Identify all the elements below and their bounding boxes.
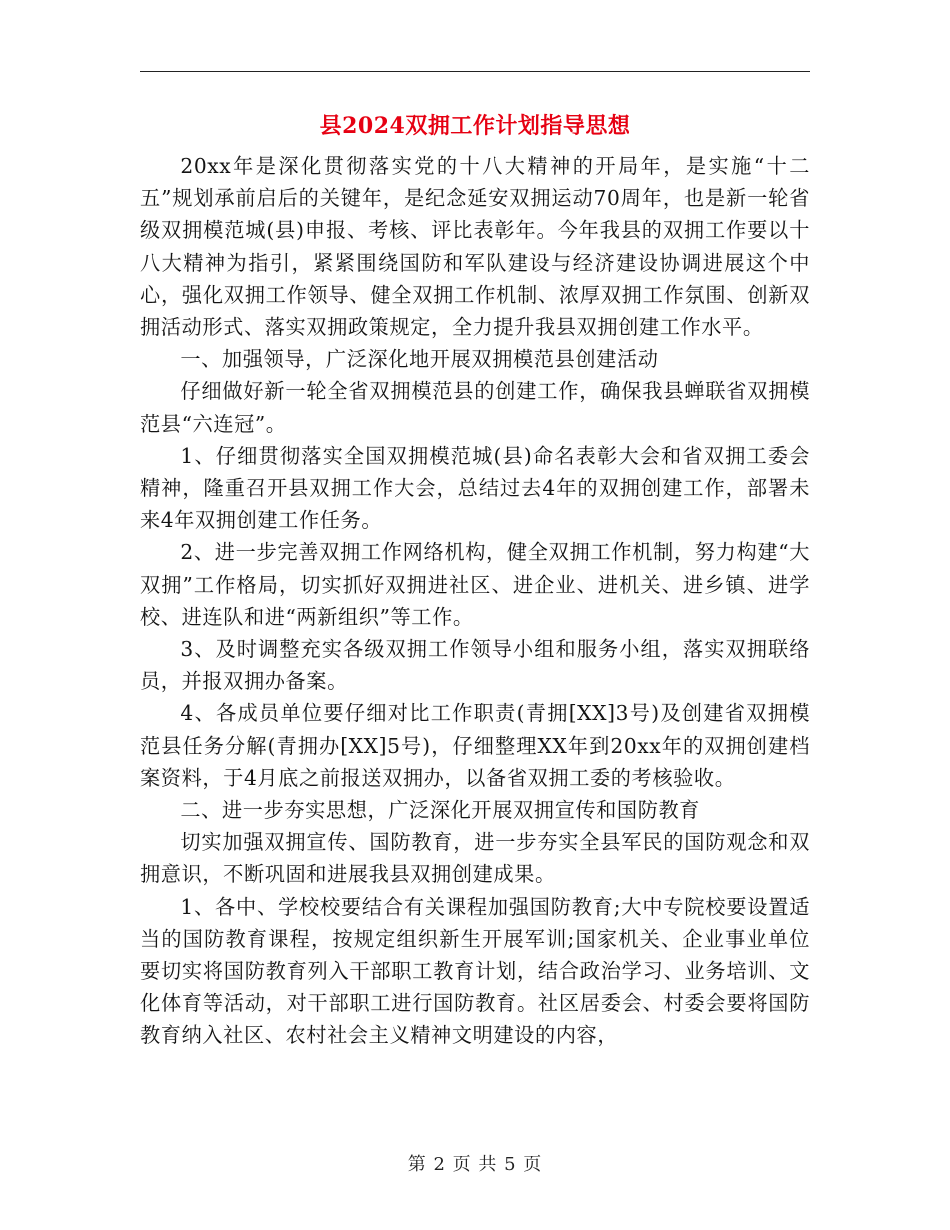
document-body [140, 150, 810, 1052]
list-item: 1、仔细贯彻落实全国双拥模范城(县)命名表彰大会和省双拥工委会精神，隆重召开县双拥工作大会，总结过去4年的双拥创建工作，部署未来4年双拥创建工作任务。 [140, 443, 810, 533]
section-heading-2: 二、进一步夯实思想，广泛深化开展双拥宣传和国防教育 [180, 798, 701, 823]
document-title: 县2024双拥工作计划指导思想 [319, 113, 631, 139]
list-item: 4、各成员单位要仔细对比工作职责(青拥[XX]3号)及创建省双拥模范县任务分解(青拥办[XX]5号)，仔细整理XX年到20xx年的双拥创建档案资料，于4月底之前报送双拥办，以备省双拥工委的考核验收。 [140, 701, 810, 790]
paragraph-section-1-intro: 仔细做好新一轮全省双拥模范县的创建工作，确保我县蝉联省双拥模范县“六连冠”。 [140, 379, 810, 436]
page-number: 第 2 页 共 5 页 [407, 1154, 543, 1175]
paragraph-section-2-intro: 切实加强双拥宣传、国防教育，进一步夯实全县军民的国防观念和双拥意识，不断巩固和进展我县双拥创建成果。 [140, 830, 810, 887]
section-heading-1: 一、加强领导，广泛深化地开展双拥模范县创建活动 [180, 347, 659, 372]
paragraph-intro: 20xx年是深化贯彻落实党的十八大精神的开局年，是实施“十二五”规划承前启后的关键年，是纪念延安双拥运动70周年，也是新一轮省级双拥模范城(县)申报、考核、评比表彰年。今年我县的双拥工作要以十八大精神为指引，紧紧围绕国防和军队建设与经济建设协调进展这个中心，强化双拥工作领导、健全双拥工作机制、浓厚双拥工作氛围、创新双拥活动形式、落实双拥政策规定，全力提升我县双拥创建工作水平。 [140, 154, 810, 340]
list-item: 1、各中、学校校要结合有关课程加强国防教育;大中专院校要设置适当的国防教育课程，按规定组织新生开展军训;国家机关、企业事业单位要切实将国防教育列入干部职工教育计划，结合政治学习、业务培训、文化体育等活动，对干部职工进行国防教育。社区居委会、村委会要将国防教育纳入社区、农村社会主义精神文明建设的内容， [140, 894, 810, 1048]
list-item: 3、及时调整充实各级双拥工作领导小组和服务小组，落实双拥联络员，并报双拥办备案。 [140, 637, 810, 694]
header-rule [140, 71, 810, 72]
list-item: 2、进一步完善双拥工作网络机构，健全双拥工作机制，努力构建“大双拥”工作格局，切实抓好双拥进社区、进企业、进机关、进乡镇、进学校、进连队和进“两新组织”等工作。 [140, 540, 810, 629]
